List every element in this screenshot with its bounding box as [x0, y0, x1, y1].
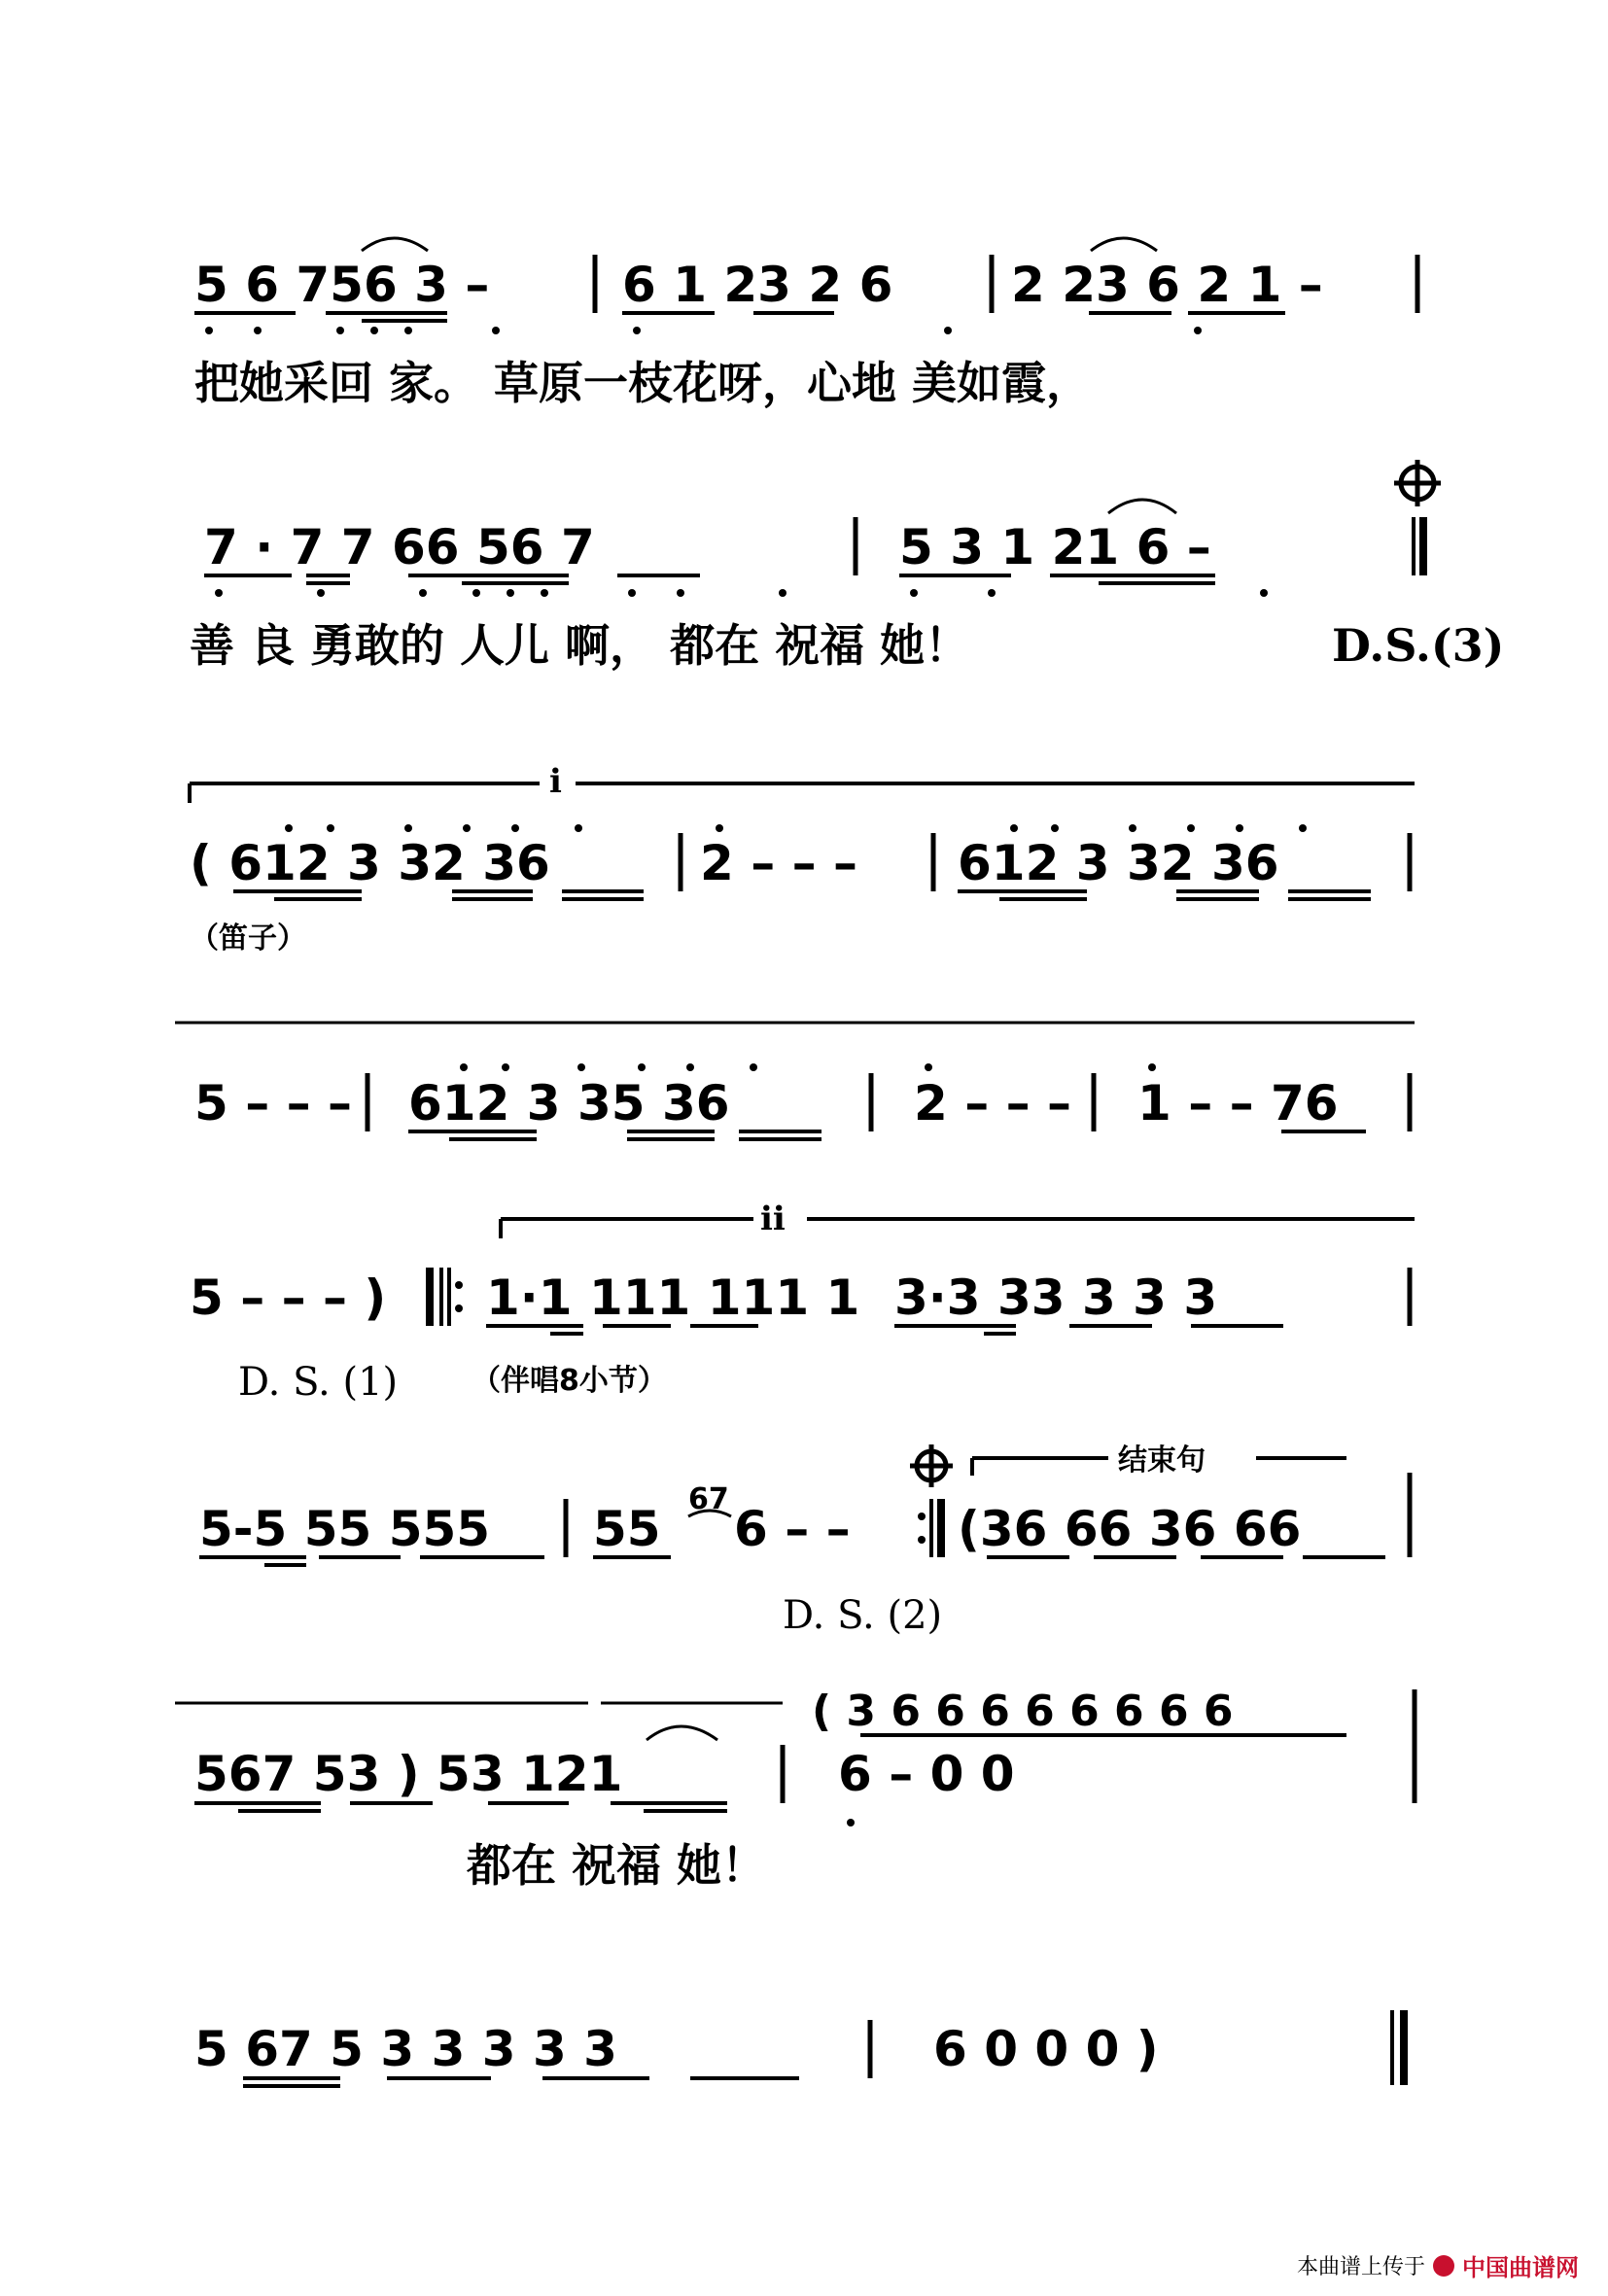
octave-dot: [944, 327, 952, 334]
slur: [647, 1726, 717, 1740]
row6-notes-b: 55: [593, 1501, 661, 1557]
row6-notes-c: 6 – –: [734, 1501, 851, 1557]
octave-dot: [633, 327, 641, 334]
ds-marker-3: D.S.(3): [1332, 619, 1505, 672]
octave-dot: [511, 824, 519, 832]
octave-dot: [988, 589, 996, 597]
octave-dot: [677, 589, 684, 597]
row4-notes-a: 5 – – –: [194, 1075, 353, 1131]
score-row-6: [199, 1444, 1410, 1638]
octave-dot: [215, 589, 223, 597]
row5-notes-c: 3·3 33 3 3 3: [894, 1270, 1218, 1326]
octave-dot: [507, 589, 514, 597]
score-row-8: [194, 2010, 1404, 2086]
octave-dot: [404, 327, 412, 334]
row5-notes-b: 1·1 111 111 1: [486, 1270, 860, 1326]
row2-lyrics: 善 良 勇敢的 人儿 啊， 都在 祝福 她！: [190, 619, 970, 672]
octave-dot: [925, 1063, 932, 1071]
ds-marker-2: D. S. (2): [783, 1593, 943, 1638]
octave-dot: [1148, 1063, 1156, 1071]
slur: [362, 238, 428, 251]
row5-notes-a: 5 – – – ): [190, 1270, 387, 1326]
row7-lyrics: 都在 祝福 她！: [467, 1839, 767, 1892]
octave-dot: [1260, 589, 1268, 597]
row1-notes-b: 6 1 23 2 6: [622, 257, 893, 313]
octave-dot: [1051, 824, 1059, 832]
slur: [1108, 500, 1176, 513]
row7-notes-a: 567 53 ) 53 121: [194, 1746, 623, 1802]
octave-dot: [327, 824, 334, 832]
row8-notes-b: 6 0 0 0 ): [933, 2021, 1159, 2077]
octave-dot: [847, 1819, 855, 1826]
row4-notes-c: 2 – – –: [914, 1075, 1072, 1131]
row4-notes-b: 612 3 35 36: [408, 1075, 730, 1131]
row6-notes-a: 5-5 55 555: [199, 1501, 491, 1557]
volta-label-ii: ii: [760, 1200, 786, 1238]
repeat-start-icon: [430, 1268, 463, 1326]
chorus-note: （伴唱8小节）: [472, 1364, 667, 1398]
row2-notes-b: 5 3 1 21 6 –: [899, 519, 1211, 575]
ending-phrase-label: 结束句: [1118, 1444, 1206, 1478]
footer-site-link[interactable]: 中国曲谱网: [1462, 2254, 1579, 2281]
octave-dot: [502, 1063, 509, 1071]
octave-dot: [1299, 824, 1307, 832]
row1-notes-a: 5 6 756 3 –: [194, 257, 490, 313]
score-row-1: [194, 238, 1417, 409]
octave-dot: [254, 327, 262, 334]
octave-dot: [910, 589, 918, 597]
octave-dot: [1010, 824, 1018, 832]
volta-label-i: i: [549, 762, 562, 801]
score-row-2: [190, 460, 1504, 672]
octave-dot: [716, 824, 723, 832]
row3-notes-a: ( 612 3 32 36: [190, 835, 550, 891]
octave-dot: [463, 824, 471, 832]
site-logo-icon: [1433, 2255, 1454, 2277]
octave-dot: [779, 589, 787, 597]
octave-dot: [285, 824, 293, 832]
score-row-5: [190, 1200, 1415, 1405]
octave-dot: [638, 1063, 646, 1071]
octave-dot: [541, 589, 548, 597]
row7-notes-b: 6 – 0 0: [838, 1746, 1015, 1802]
coda-icon: [1394, 460, 1441, 506]
instrument-note: （笛子）: [190, 922, 306, 956]
footer-text: 本曲谱上传于: [1296, 2255, 1425, 2279]
row2-notes-a: 7 · 7 7 66 56 7: [204, 519, 595, 575]
score-row-3: [190, 762, 1415, 956]
octave-dot: [205, 327, 213, 334]
score-row-4: [175, 1023, 1415, 1139]
octave-dot: [575, 824, 582, 832]
coda-icon: [910, 1444, 953, 1487]
octave-dot: [1129, 824, 1136, 832]
score-row-7: [175, 1687, 1415, 1892]
ds-marker-1: D. S. (1): [238, 1360, 399, 1405]
row4-notes-d: 1 – – 76: [1137, 1075, 1339, 1131]
row1-lyrics: 把她采回 家。 草原一枝花呀，心地 美如霞，: [194, 357, 1092, 409]
row3-notes-c: 612 3 32 36: [958, 835, 1279, 891]
octave-dot: [1194, 327, 1202, 334]
octave-dot: [492, 327, 500, 334]
row1-notes-c: 2 23 6 2 1 –: [1011, 257, 1323, 313]
octave-dot: [404, 824, 412, 832]
octave-dot: [460, 1063, 468, 1071]
octave-dot: [750, 1063, 757, 1071]
grace-notes: 67: [688, 1482, 729, 1516]
octave-dot: [472, 589, 480, 597]
repeat-end-icon: [918, 1499, 941, 1557]
row8-notes-a: 5 67 5 3 3 3 3 3: [194, 2021, 617, 2077]
octave-dot: [336, 327, 344, 334]
octave-dot: [1236, 824, 1243, 832]
octave-dot: [419, 589, 427, 597]
octave-dot: [317, 589, 325, 597]
row7-upper-notes: ( 3 6 6 6 6 6 6 6 6: [812, 1687, 1234, 1736]
row3-notes-b: 2 – – –: [700, 835, 858, 891]
octave-dot: [370, 327, 378, 334]
row6-notes-d: (36 66 36 66: [958, 1501, 1302, 1557]
octave-dot: [577, 1063, 585, 1071]
octave-dot: [686, 1063, 694, 1071]
footer-credit: [1297, 2248, 1579, 2282]
octave-dot: [628, 589, 636, 597]
octave-dot: [1187, 824, 1195, 832]
slur: [1091, 238, 1157, 251]
